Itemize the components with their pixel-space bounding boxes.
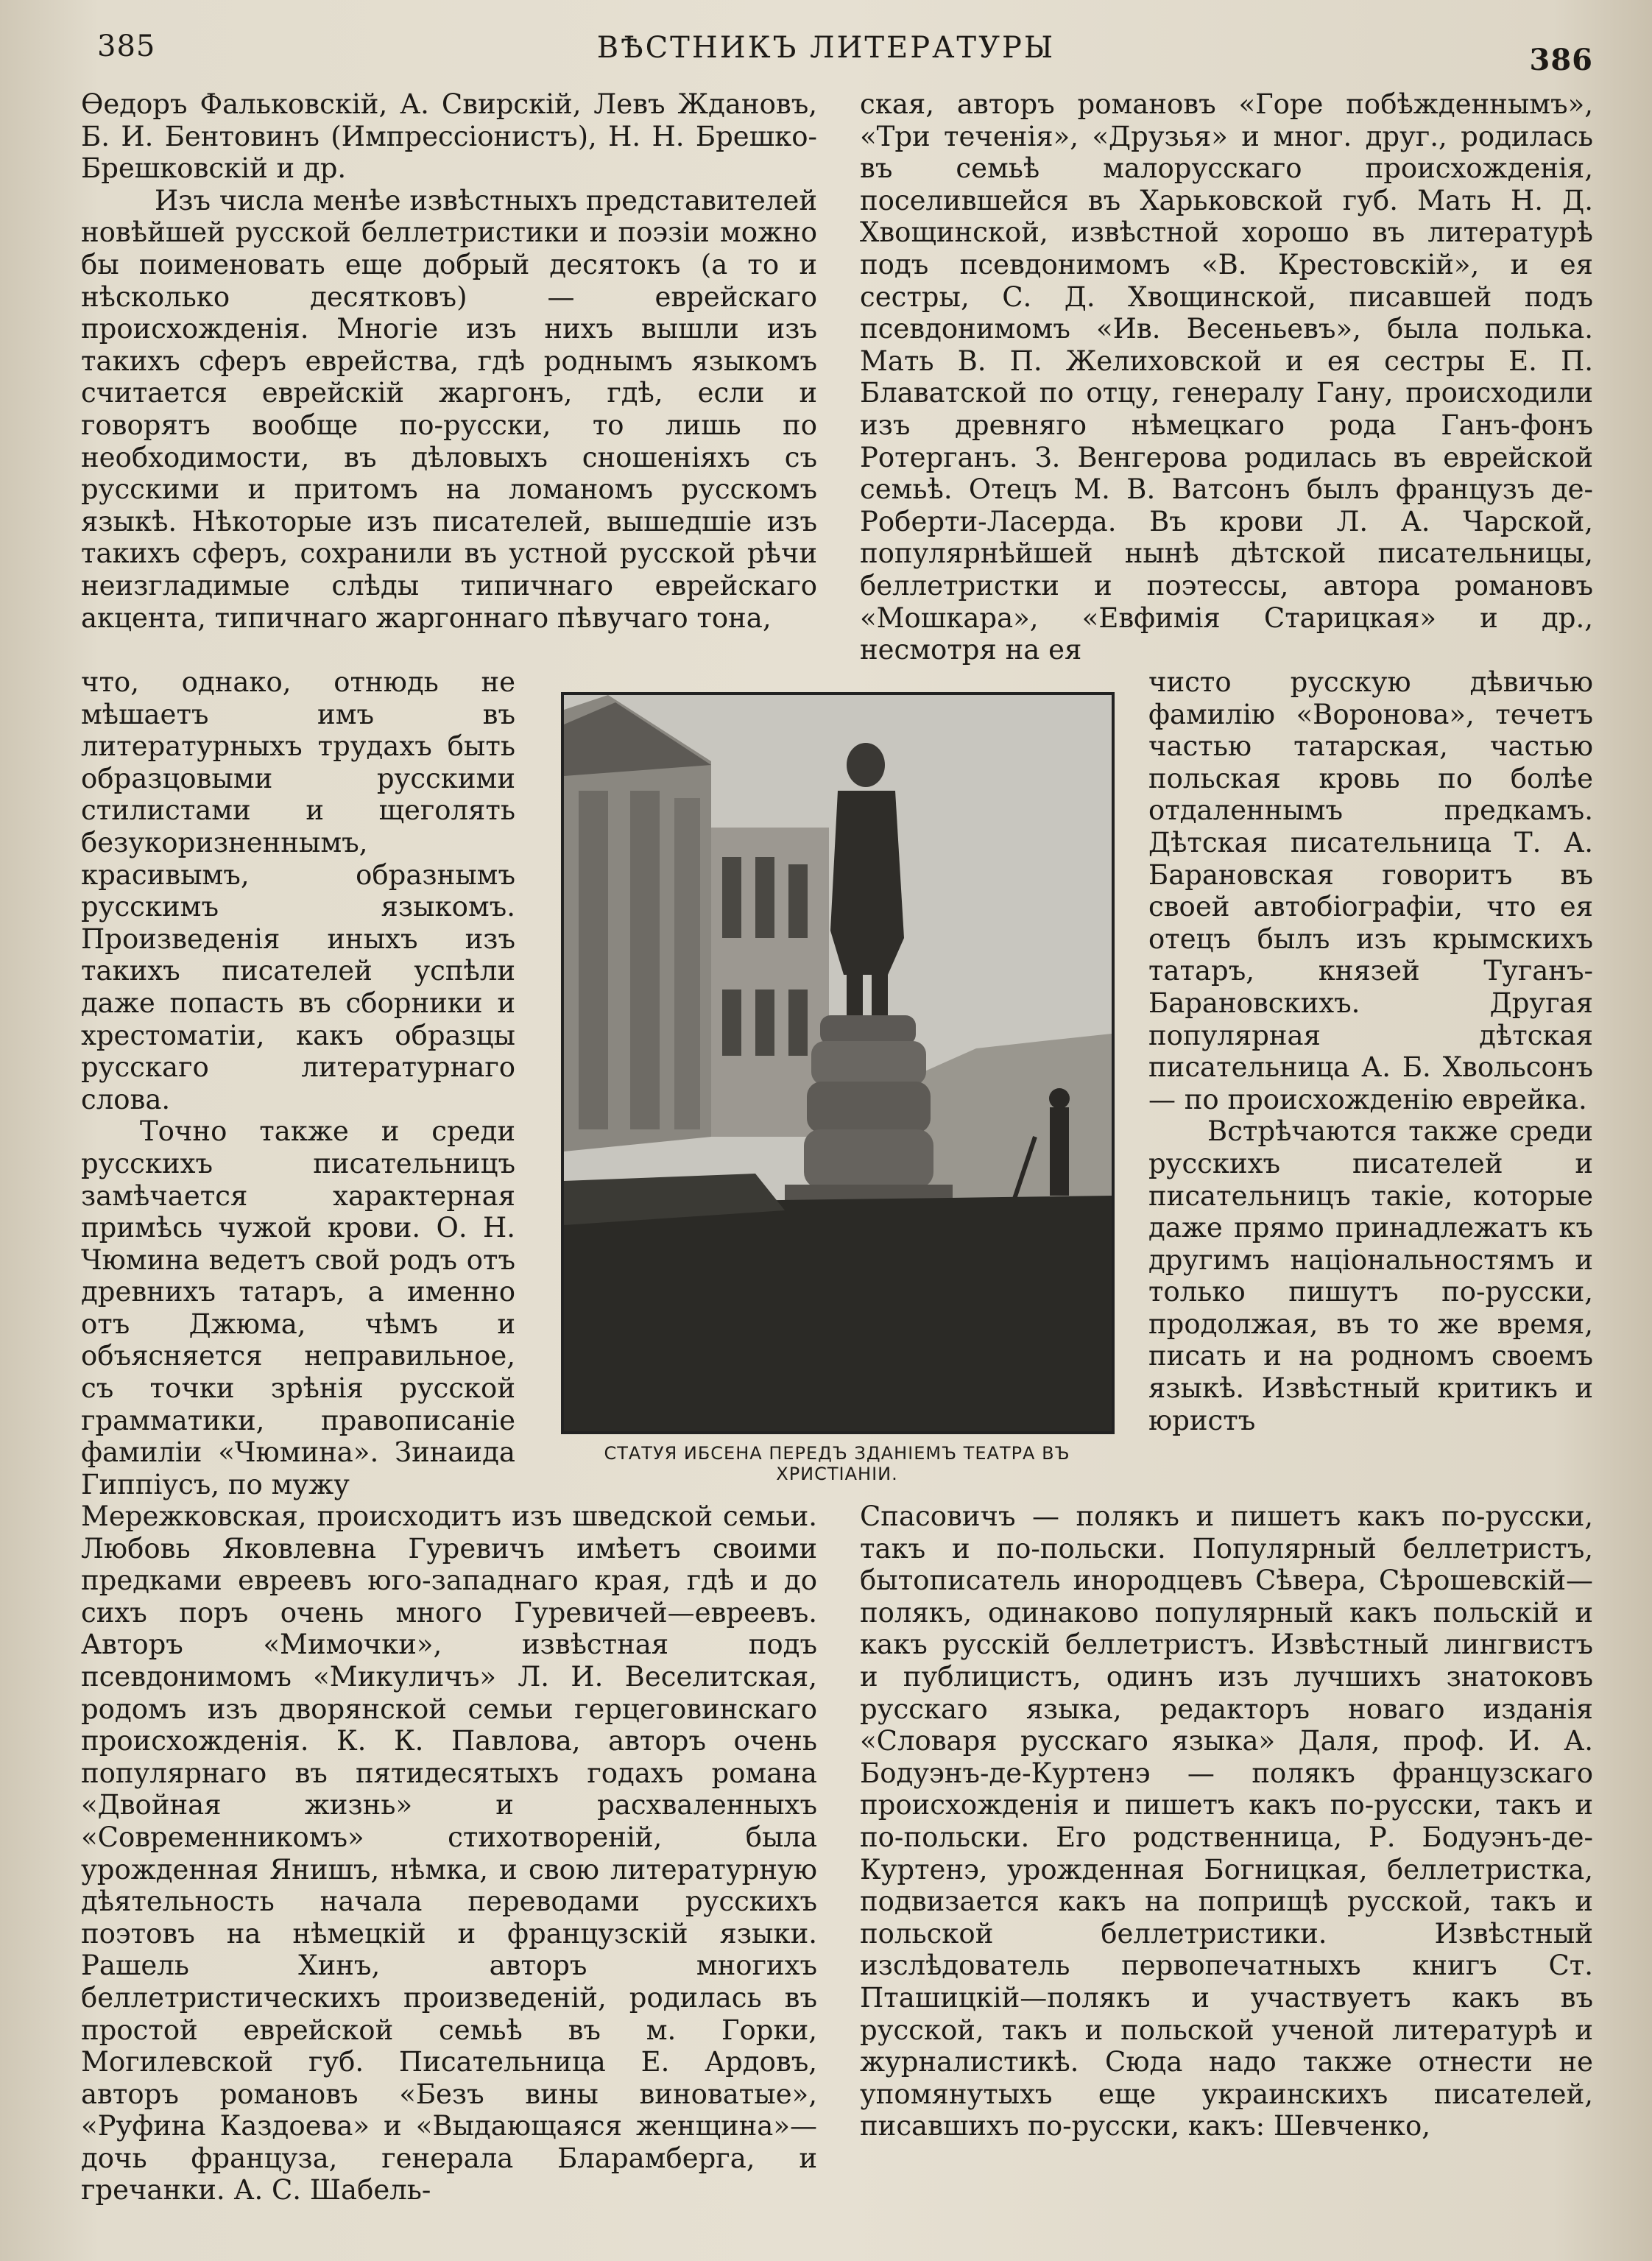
right-bottom-paragraph-1: Спасовичъ — полякъ и пишетъ какъ по-русски, такъ и по-польски. Популярный беллетристъ, бытописатель инородцевъ Сѣвера, Сѣрошевскій—полякъ, одинаково популярный какъ польскій и какъ русскій беллетристъ. Извѣстный лингвистъ и публицистъ, одинъ изъ лучшихъ знатоковъ русскаго языка, редакторъ новаго изданія «Словаря русскаго языка» Даля, проф. И. А. Бодуэнъ-де-Куртенэ — полякъ французскаго происхожденія и пишетъ какъ по-русски, такъ и по-польски. Его родственница, Р. Бодуэнъ-де-Куртенэ, урожденная Богницкая, беллетристка, подвизается какъ на поприщѣ русской, такъ и польской беллетристики. Извѣстный изслѣдователь первопечатныхъ книгъ Ст. Пташицкій—полякъ и участвуетъ какъ въ русской, такъ и польской ученой литературѣ и журналистикѣ. Сюда надо также отнести не упомянутыхъ еще украинскихъ писателей, писавшихъ по-русски, какъ: Шевченко, bbox=[860, 1500, 1593, 2142]
page-number-left: 385 bbox=[97, 29, 156, 63]
left-column bbox=[81, 88, 817, 634]
left-narrow-text bbox=[81, 666, 515, 1500]
right-narrow-paragraph-2: Встрѣчаются также среди русскихъ писателей и писательницъ такіе, которые даже прямо принадлежатъ къ другимъ національностямъ и только пишутъ по-русски, продолжая, въ то же время, писать и на родномъ своемъ языкѣ. Извѣстный критикъ и юристъ bbox=[1148, 1115, 1593, 1436]
caption-line-1: СТАТУЯ ИБСЕНА ПЕРЕДЪ ЗДАНІЕМЪ ТЕАТРА ВЪ bbox=[604, 1443, 1070, 1464]
left-bottom-text bbox=[81, 1500, 817, 2207]
left-narrow-paragraph-2: Точно также и среди русскихъ писательницъ замѣчается характерная примѣсь чужой крови. О. Н. Чюмина ведетъ свой родъ отъ древнихъ татаръ, а именно отъ Джюма, чѣмъ и объясняется неправильное, съ точки зрѣнія русской грамматики, правописаніе фамиліи «Чюмина». Зинаида Гиппіусъ, по мужу bbox=[81, 1115, 515, 1500]
right-narrow-paragraph-1: чисто русскую дѣвичью фамилію «Воронова», течетъ частью татарская, частью польская кровь по болѣе отдаленнымъ предкамъ. Дѣтская писательница Т. А. Барановская говоритъ въ своей автобіографіи, что ея отецъ былъ изъ крымскихъ татаръ, князей Туганъ-Барановскихъ. Другая популярная дѣтская писательница А. Б. Хвольсонъ — по происхожденію еврейка. bbox=[1148, 666, 1593, 1115]
right-column bbox=[860, 88, 1593, 666]
ibsen-statue-photo bbox=[561, 692, 1115, 1434]
caption-line-2: ХРИСТІАНІИ. bbox=[776, 1464, 898, 1484]
left-narrow-paragraph-1: что, однако, отнюдь не мѣшаетъ имъ въ литературныхъ трудахъ быть образцовыми русскими стилистами и щеголять безукоризненнымъ, красивымъ, образнымъ русскимъ языкомъ. Произведенія иныхъ изъ такихъ писателей успѣли даже попасть въ сборники и хрестоматіи, какъ образцы русскаго литературнаго слова. bbox=[81, 666, 515, 1115]
right-bottom-text bbox=[860, 1500, 1593, 2142]
right-paragraph-1: ская, авторъ романовъ «Горе побѣжденнымъ», «Три теченія», «Друзья» и мног. друг., родилась въ семьѣ малорусскаго происхожденія, поселившейся въ Харьковской губ. Мать Н. Д. Хвощинской, извѣстной хорошо въ литературѣ подъ псевдонимомъ «В. Крестовскій», и ея сестры, С. Д. Хвощинской, писавшей подъ псевдонимомъ «Ив. Весеньевъ», была полька. Мать В. П. Желиховской и ея сестры Е. П. Блаватской по отцу, генералу Гану, происходили изъ древняго нѣмецкаго рода Ганъ-фонъ Ротерганъ. З. Венгерова родилась въ еврейской семьѣ. Отецъ М. В. Ватсонъ былъ французъ де-Роберти-Ласерда. Въ крови Л. А. Чарской, популярнѣйшей нынѣ дѣтской писательницы, беллетристки и поэтессы, автора романовъ «Мошкара», «Евфимія Старицкая» и др., несмотря на ея bbox=[860, 88, 1593, 666]
running-title: ВѢСТНИКЪ ЛИТЕРАТУРЫ bbox=[596, 31, 1056, 65]
left-paragraph-1: Ѳедоръ Фальковскій, А. Свирскій, Левъ Ждановъ, Б. И. Бентовинъ (Импрессіонистъ), Н. Н. Брешко-Брешковскій и др. bbox=[81, 88, 817, 185]
page-number-right: 386 bbox=[1529, 43, 1593, 77]
left-paragraph-2: Изъ числа менѣе извѣстныхъ представителей новѣйшей русской беллетристики и поэзіи можно бы поименовать еще добрый десятокъ (а то и нѣсколько десятковъ) — еврейскаго происхожденія. Многіе изъ нихъ вышли изъ такихъ сферъ еврейства, гдѣ роднымъ языкомъ считается еврейскій жаргонъ, гдѣ, если и говорятъ вообще по-русски, то лишь по необходимости, въ дѣловыхъ сношеніяхъ съ русскими и притомъ на ломаномъ русскомъ языкѣ. Нѣкоторые изъ писателей, вышедшіе изъ такихъ сферъ, сохранили въ устной русской рѣчи неизгладимые слѣды типичнаго еврейскаго акцента, типичнаго жаргоннаго пѣвучаго тона, bbox=[81, 184, 817, 634]
left-bottom-paragraph-1: Мережковская, происходитъ изъ шведской семьи. Любовь Яковлевна Гуревичъ имѣетъ своими предками евреевъ юго-западнаго края, гдѣ и до сихъ поръ очень много Гуревичей—евреевъ. Авторъ «Мимочки», извѣстная подъ псевдонимомъ «Микуличъ» Л. И. Веселитская, родомъ изъ дворянской семьи герцеговинскаго происхожденія. К. К. Павлова, авторъ очень популярнаго въ пятидесятыхъ годахъ романа «Двойная жизнь» и расхваленныхъ «Современникомъ» стихотвореній, была урожденная Янишъ, нѣмка, и свою литературную дѣятельность начала переводами русскихъ поэтовъ на нѣмецкій и французскій языки. Рашель Хинъ, авторъ многихъ беллетристическихъ произведеній, родилась въ простой еврейской семьѣ въ м. Горки, Могилевской губ. Писательница Е. Ардовъ, авторъ романовъ «Безъ вины виноватые», «Руфина Каздоева» и «Выдающаяся женщина»—дочь француза, генерала Бларамберга, и гречанки. А. С. Шабель- bbox=[81, 1500, 817, 2207]
statue-illustration bbox=[564, 695, 1112, 1431]
right-narrow-text bbox=[1148, 666, 1593, 1436]
photo-caption bbox=[546, 1443, 1128, 1484]
